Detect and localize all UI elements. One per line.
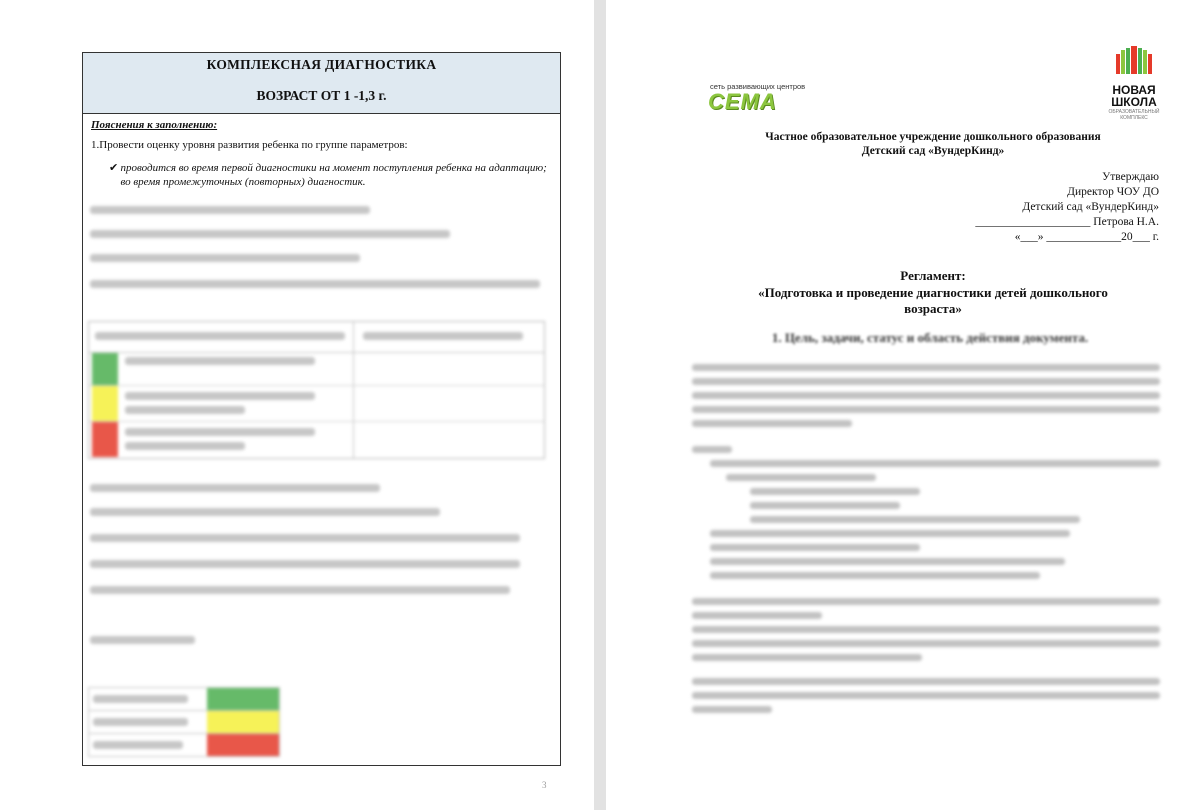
instruction-bullet: [91, 161, 552, 189]
form-header: [83, 53, 560, 114]
sema-logo: [706, 82, 806, 118]
sema-name: СЕМА: [708, 89, 777, 114]
books-icon: [1114, 44, 1154, 76]
green-swatch: [92, 353, 118, 385]
org-name-line2: Детский сад «ВундерКинд»: [861, 145, 1005, 157]
approval-line-4: ____________________ Петрова Н.А.: [975, 216, 1159, 228]
org-name-line1: Частное образовательное учреждение дошкольного образования: [765, 131, 1101, 143]
approval-line-1: Утверждаю: [1102, 171, 1159, 183]
approval-block: [975, 170, 1159, 245]
explanations-title: Пояснения к заполнению:: [91, 119, 218, 131]
page-number: 3: [542, 780, 547, 790]
new-school-subtitle: ОБРАЗОВАТЕЛЬНЫЙ КОМПЛЕКС: [1108, 109, 1160, 121]
approval-line-5: «___» _____________20___ г.: [1014, 231, 1159, 243]
new-school-logo: [1106, 44, 1162, 120]
right-document-page: [606, 0, 1199, 810]
regulation-label: Регламент:: [900, 268, 966, 283]
form-age: ВОЗРАСТ ОТ 1 -1,3 г.: [256, 88, 387, 103]
sema-tagline: сеть развивающих центров: [710, 82, 806, 91]
instruction-item-1: 1.Провести оценку уровня развития ребенка по группе параметров:: [91, 139, 408, 151]
red-swatch: [92, 422, 118, 457]
yellow-swatch: [92, 386, 118, 421]
regulation-title-2: возраста»: [904, 301, 962, 316]
level-table: [88, 321, 545, 459]
new-school-line2: ШКОЛА: [1111, 95, 1157, 109]
approval-line-3: Детский сад «ВундерКинд»: [1022, 201, 1159, 213]
checkmark-icon: ✔: [109, 162, 119, 174]
bullet-text: проводится во время первой диагностики на момент поступления ребенка на адаптацию; во время промежуточных (повторных) диагностик.: [120, 162, 547, 188]
approval-line-2: Директор ЧОУ ДО: [1067, 186, 1159, 198]
new-school-line1: НОВАЯ: [1112, 83, 1156, 97]
section-heading: 1. Цель, задачи, статус и область действия документа.: [771, 330, 1089, 345]
regulation-title-1: «Подготовка и проведение диагностики детей дошкольного: [758, 285, 1108, 300]
form-title: КОМПЛЕКСНАЯ ДИАГНОСТИКА: [206, 57, 437, 72]
page-gap: [594, 0, 606, 810]
